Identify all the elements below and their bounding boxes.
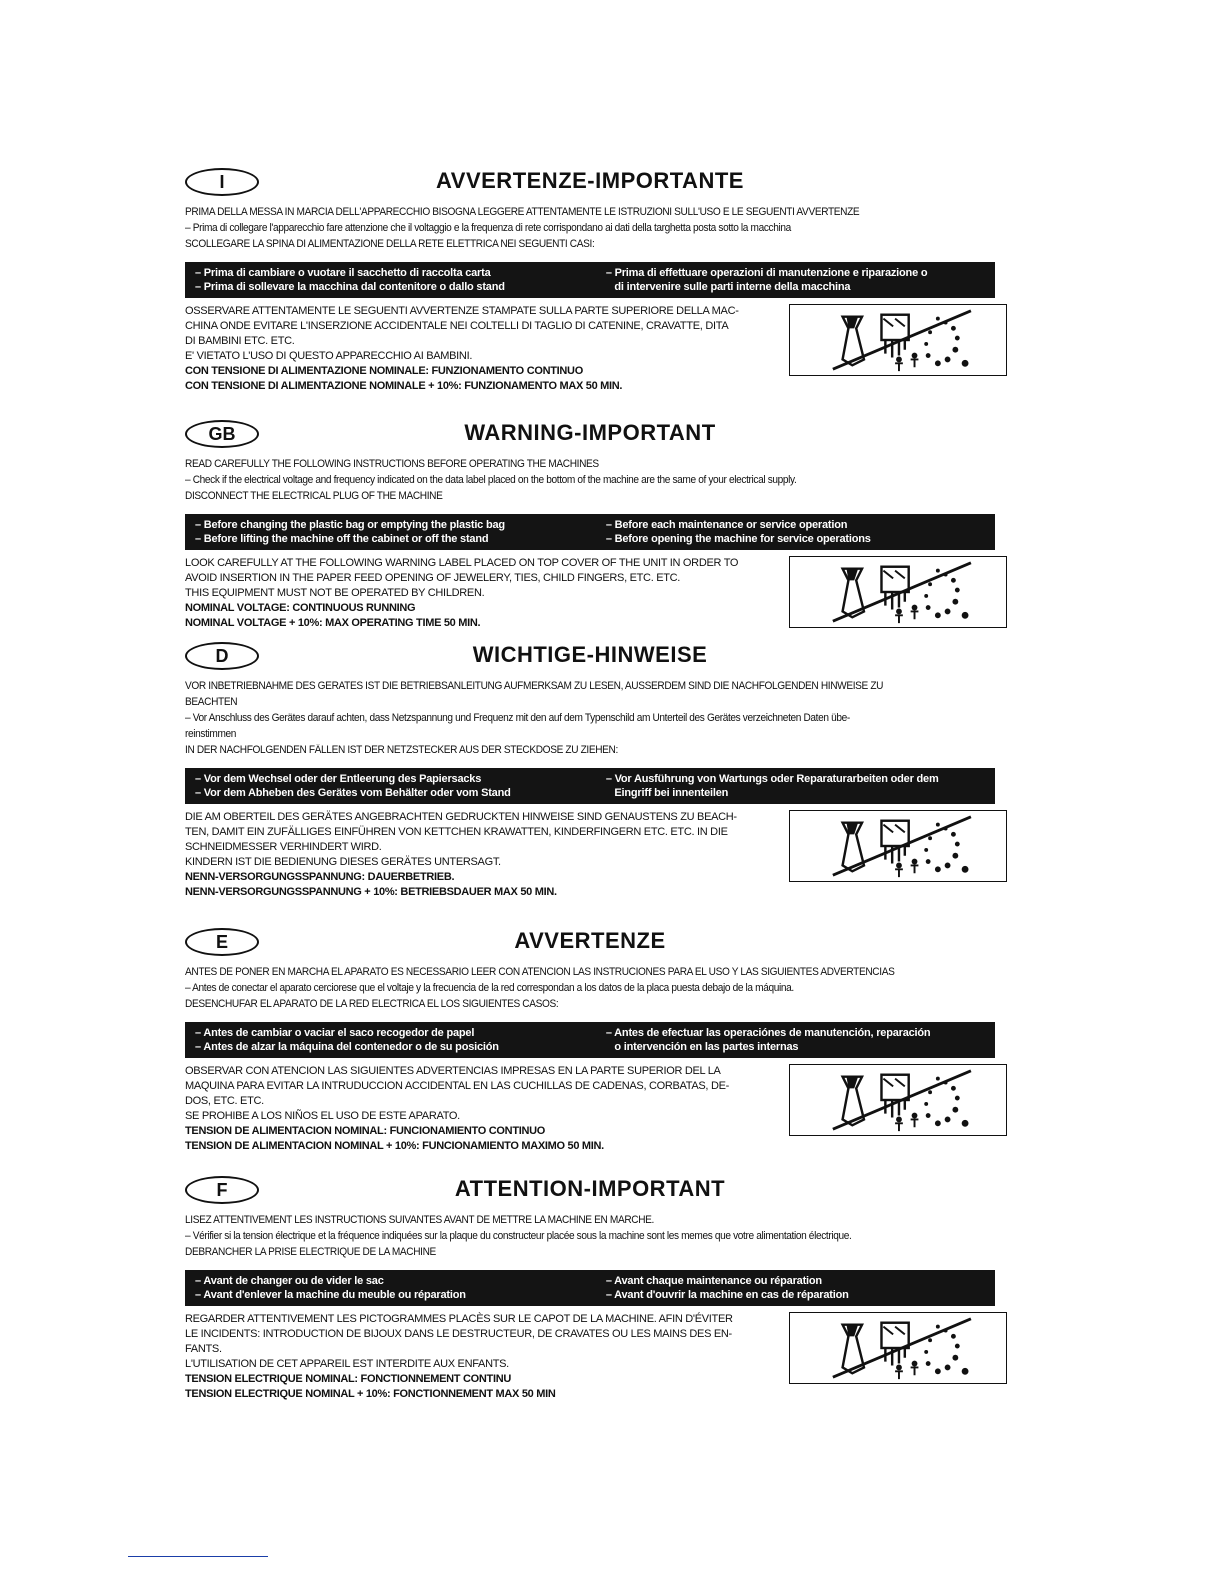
body-text	[185, 1064, 760, 1154]
warning-section-f	[185, 1176, 995, 1402]
footer-rule	[128, 1556, 268, 1557]
intro-line: LISEZ ATTENTIVEMENT LES INSTRUCTIONS SUIVANTES AVANT DE METTRE LA MACHINE EN MARCHE.	[185, 1214, 654, 1226]
bar-item: – Before opening the machine for service operations	[605, 533, 871, 545]
bar-item: – Avant d'ouvrir la machine en cas de réparation	[605, 1289, 849, 1301]
intro-text	[185, 204, 995, 252]
body-line: MAQUINA PARA EVITAR LA INTRUDUCCION ACCIDENTAL EN LAS CUCHILLAS DE CADENAS, CORBATAS, DE-	[185, 1080, 729, 1092]
unplug-conditions-bar	[185, 514, 995, 550]
body-line: SCHNEIDMESSER VERHINDERT WIRD.	[185, 841, 382, 853]
warning-section-e	[185, 928, 995, 1154]
body-text	[185, 810, 760, 900]
bar-left-column	[195, 266, 574, 294]
intro-text	[185, 678, 995, 758]
intro-line: READ CAREFULLY THE FOLLOWING INSTRUCTIONS BEFORE OPERATING THE MACHINES	[185, 458, 599, 470]
body-line: TEN, DAMIT EIN ZUFÄLLIGES EINFÜHREN VON KETTCHEN KRAWATTEN, KINDERFINGERN ETC. ETC. IN DIE	[185, 826, 728, 838]
intro-line: ANTES DE PONER EN MARCHA EL APARATO ES NECESSARIO LEER CON ATENCION LAS INSTRUCIONES PARA EL USO Y LAS SIGUIENTES ADVERTENCIAS	[185, 966, 895, 978]
section-title: WARNING-IMPORTANT	[464, 420, 716, 445]
body-line: THIS EQUIPMENT MUST NOT BE OPERATED BY CHILDREN.	[185, 587, 485, 599]
body-row	[185, 810, 995, 900]
bar-right-column	[606, 1274, 985, 1302]
bar-item: di intervenire sulle parti interne della macchina	[605, 281, 851, 293]
body-line: REGARDER ATTENTIVEMENT LES PICTOGRAMMES PLACÈS SUR LE CAPOT DE LA MACHINE. AFIN D'ÉVITER	[185, 1313, 733, 1325]
bar-item: – Avant chaque maintenance ou réparation	[605, 1275, 822, 1287]
bar-right-column	[606, 1026, 985, 1054]
body-text	[185, 556, 760, 631]
section-header	[185, 928, 995, 962]
voltage-line: TENSION DE ALIMENTACION NOMINAL: FUNCIONAMIENTO CONTINUO	[185, 1125, 546, 1137]
unplug-conditions-bar	[185, 1270, 995, 1306]
warning-pictogram-icon	[790, 811, 1006, 881]
body-line: FANTS.	[185, 1343, 222, 1355]
body-line: OSSERVARE ATTENTAMENTE LE SEGUENTI AVVERTENZE STAMPATE SULLA PARTE SUPERIORE DELLA MAC-	[185, 305, 739, 317]
body-line: LE INCIDENTS: INTRODUCTION DE BIJOUX DANS LE DESTRUCTEUR, DE CRAVATES OU LES MAINS DES EN-	[185, 1328, 732, 1340]
body-line: KINDERN IST DIE BEDIENUNG DIESES GERÄTES UNTERSAGT.	[185, 856, 501, 868]
bar-left-column	[195, 518, 574, 546]
intro-line: reinstimmen	[185, 728, 237, 740]
intro-line: PRIMA DELLA MESSA IN MARCIA DELL'APPARECCHIO BISOGNA LEGGERE ATTENTAMENTE LE ISTRUZIONI SULL'USO E LE SEGUENTI AVVERTENZE	[185, 206, 860, 218]
voltage-line: TENSION ELECTRIQUE NOMINAL + 10%: FONCTIONNEMENT MAX 50 MIN	[185, 1388, 556, 1400]
bar-item: – Antes de efectuar las operaciónes de manutención, reparación	[605, 1027, 931, 1039]
bar-item: – Before changing the plastic bag or emptying the plastic bag	[195, 519, 505, 531]
voltage-line: CON TENSIONE DI ALIMENTAZIONE NOMINALE + 10%: FUNZIONAMENTO MAX 50 MIN.	[185, 380, 623, 392]
intro-line: VOR INBETRIEBNAHME DES GERATES IST DIE BETRIEBSANLEITUNG AUFMERKSAM ZU LESEN, AUSSERDEM SIND DIE NACHFOLGENDEN HINWEISE ZU	[185, 680, 884, 692]
warning-section-d	[185, 642, 995, 900]
warning-pictogram-icon	[790, 557, 1006, 627]
body-row	[185, 1064, 995, 1154]
intro-line: – Check if the electrical voltage and frequency indicated on the data label placed on the bottom of the machine are the same of your electrical supply.	[185, 474, 797, 486]
voltage-line: TENSION ELECTRIQUE NOMINAL: FONCTIONNEMENT CONTINU	[185, 1373, 511, 1385]
voltage-line: CON TENSIONE DI ALIMENTAZIONE NOMINALE: FUNZIONAMENTO CONTINUO	[185, 365, 583, 377]
bar-item: – Before each maintenance or service operation	[605, 519, 848, 531]
bar-right-column	[606, 266, 985, 294]
bar-item: – Antes de alzar la máquina del contenedor o de su posición	[195, 1041, 499, 1053]
warning-section-gb	[185, 420, 995, 631]
body-line: SE PROHIBE A LOS NIÑOS EL USO DE ESTE APARATO.	[185, 1110, 460, 1122]
bar-left-column	[195, 772, 574, 800]
intro-line: DESENCHUFAR EL APARATO DE LA RED ELECTRICA EL LOS SIGUIENTES CASOS:	[185, 998, 559, 1010]
unplug-conditions-bar	[185, 1022, 995, 1058]
body-line: AVOID INSERTION IN THE PAPER FEED OPENING OF JEWELERY, TIES, CHILD FINGERS, ETC. ETC.	[185, 572, 681, 584]
pictogram-box	[789, 1064, 1007, 1136]
section-title: AVVERTENZE	[514, 928, 666, 953]
voltage-line: TENSION DE ALIMENTACION NOMINAL + 10%: FUNCIONAMIENTO MAXIMO 50 MIN.	[185, 1140, 604, 1152]
body-text	[185, 1312, 760, 1402]
section-title: ATTENTION-IMPORTANT	[454, 1176, 726, 1201]
language-badge: GB	[185, 420, 259, 448]
intro-line: IN DER NACHFOLGENDEN FÄLLEN IST DER NETZSTECKER AUS DER STECKDOSE ZU ZIEHEN:	[185, 744, 618, 756]
body-line: DIE AM OBERTEIL DES GERÄTES ANGEBRACHTEN GEDRUCKTEN HINWEISE SIND GENAUSTENS ZU BEACH-	[185, 811, 737, 823]
unplug-conditions-bar	[185, 262, 995, 298]
bar-item: – Antes de cambiar o vaciar el saco recogedor de papel	[195, 1027, 475, 1039]
pictogram-box	[789, 556, 1007, 628]
intro-line: – Vor Anschluss des Gerätes darauf achten, dass Netzspannung und Frequenz mit den auf dem Typenschild am Unterteil des Gerätes verzeichneten Daten übe-	[185, 712, 850, 724]
bar-item: – Vor dem Wechsel oder der Entleerung des Papiersacks	[195, 773, 482, 785]
bar-item: Eingriff bei innenteilen	[605, 787, 729, 799]
bar-item: – Avant d'enlever la machine du meuble ou réparation	[195, 1289, 466, 1301]
bar-item: – Avant de changer ou de vider le sac	[195, 1275, 384, 1287]
body-line: L'UTILISATION DE CET APPAREIL EST INTERDITE AUX ENFANTS.	[185, 1358, 509, 1370]
bar-item: – Vor dem Abheben des Gerätes vom Behälter oder vom Stand	[195, 787, 511, 799]
pictogram-box	[789, 304, 1007, 376]
bar-item: o intervención en las partes internas	[605, 1041, 799, 1053]
body-row	[185, 556, 995, 631]
language-badge: F	[185, 1176, 259, 1204]
bar-item: – Before lifting the machine off the cabinet or off the stand	[195, 533, 489, 545]
voltage-line: NENN-VERSORGUNGSSPANNUNG + 10%: BETRIEBSDAUER MAX 50 MIN.	[185, 886, 557, 898]
bar-item: – Vor Ausführung von Wartungs oder Reparaturarbeiten oder dem	[605, 773, 939, 785]
body-line: LOOK CAREFULLY AT THE FOLLOWING WARNING LABEL PLACED ON TOP COVER OF THE UNIT IN ORDER TO	[185, 557, 739, 569]
bar-right-column	[606, 772, 985, 800]
warning-pictogram-icon	[790, 305, 1006, 375]
intro-line: DEBRANCHER LA PRISE ELECTRIQUE DE LA MACHINE	[185, 1246, 436, 1258]
section-header	[185, 168, 995, 202]
body-row	[185, 1312, 995, 1402]
intro-line: BEACHTEN	[185, 696, 238, 708]
warning-pictogram-icon	[790, 1065, 1006, 1135]
body-line: CHINA ONDE EVITARE L'INSERZIONE ACCIDENTALE NEI COLTELLI DI TAGLIO DI CATENINE, CRAVATTE, DITA	[185, 320, 729, 332]
section-header	[185, 642, 995, 676]
section-title: WICHTIGE-HINWEISE	[472, 642, 708, 667]
section-title: AVVERTENZE-IMPORTANTE	[436, 168, 744, 193]
body-line: OBSERVAR CON ATENCION LAS SIGUIENTES ADVERTENCIAS IMPRESAS EN LA PARTE SUPERIOR DEL LA	[185, 1065, 721, 1077]
intro-line: SCOLLEGARE LA SPINA DI ALIMENTAZIONE DELLA RETE ELETTRICA NEI SEGUENTI CASI:	[185, 238, 595, 250]
intro-line: – Antes de conectar el aparato cerciorese que el voltaje y la frecuencia de la red correspondan a los datos de la placa puesta debajo de la máquina.	[185, 982, 794, 994]
section-header	[185, 1176, 995, 1210]
warning-pictogram-icon	[790, 1313, 1006, 1383]
pictogram-box	[789, 810, 1007, 882]
intro-line: – Vérifier si la tension électrique et la fréquence indiquées sur la plaque du constructeur placée sous la machine sont les memes que votre alimentation électrique.	[185, 1230, 852, 1242]
warning-section-i	[185, 168, 995, 394]
voltage-line: NENN-VERSORGUNGSSPANNUNG: DAUERBETRIEB.	[185, 871, 455, 883]
language-badge: D	[185, 642, 259, 670]
language-badge: I	[185, 168, 259, 196]
intro-line: DISCONNECT THE ELECTRICAL PLUG OF THE MACHINE	[185, 490, 443, 502]
pictogram-box	[789, 1312, 1007, 1384]
bar-item: – Prima di effettuare operazioni di manutenzione e riparazione o	[605, 267, 928, 279]
intro-text	[185, 1212, 995, 1260]
unplug-conditions-bar	[185, 768, 995, 804]
language-badge: E	[185, 928, 259, 956]
body-line: DI BAMBINI ETC. ETC.	[185, 335, 295, 347]
body-row	[185, 304, 995, 394]
voltage-line: NOMINAL VOLTAGE: CONTINUOUS RUNNING	[185, 602, 416, 614]
bar-item: – Prima di sollevare la macchina dal contenitore o dallo stand	[195, 281, 505, 293]
section-header	[185, 420, 995, 454]
intro-line: – Prima di collegare l'apparecchio fare attenzione che il voltaggio e la frequenza di rete corrispondano ai dati della targhetta posta sotto la macchina	[185, 222, 791, 234]
body-line: DOS, ETC. ETC.	[185, 1095, 264, 1107]
bar-left-column	[195, 1274, 574, 1302]
bar-right-column	[606, 518, 985, 546]
bar-left-column	[195, 1026, 574, 1054]
body-line: E' VIETATO L'USO DI QUESTO APPARECCHIO AI BAMBINI.	[185, 350, 473, 362]
intro-text	[185, 964, 995, 1012]
voltage-line: NOMINAL VOLTAGE + 10%: MAX OPERATING TIME 50 MIN.	[185, 617, 481, 629]
body-text	[185, 304, 760, 394]
intro-text	[185, 456, 995, 504]
bar-item: – Prima di cambiare o vuotare il sacchetto di raccolta carta	[195, 267, 491, 279]
